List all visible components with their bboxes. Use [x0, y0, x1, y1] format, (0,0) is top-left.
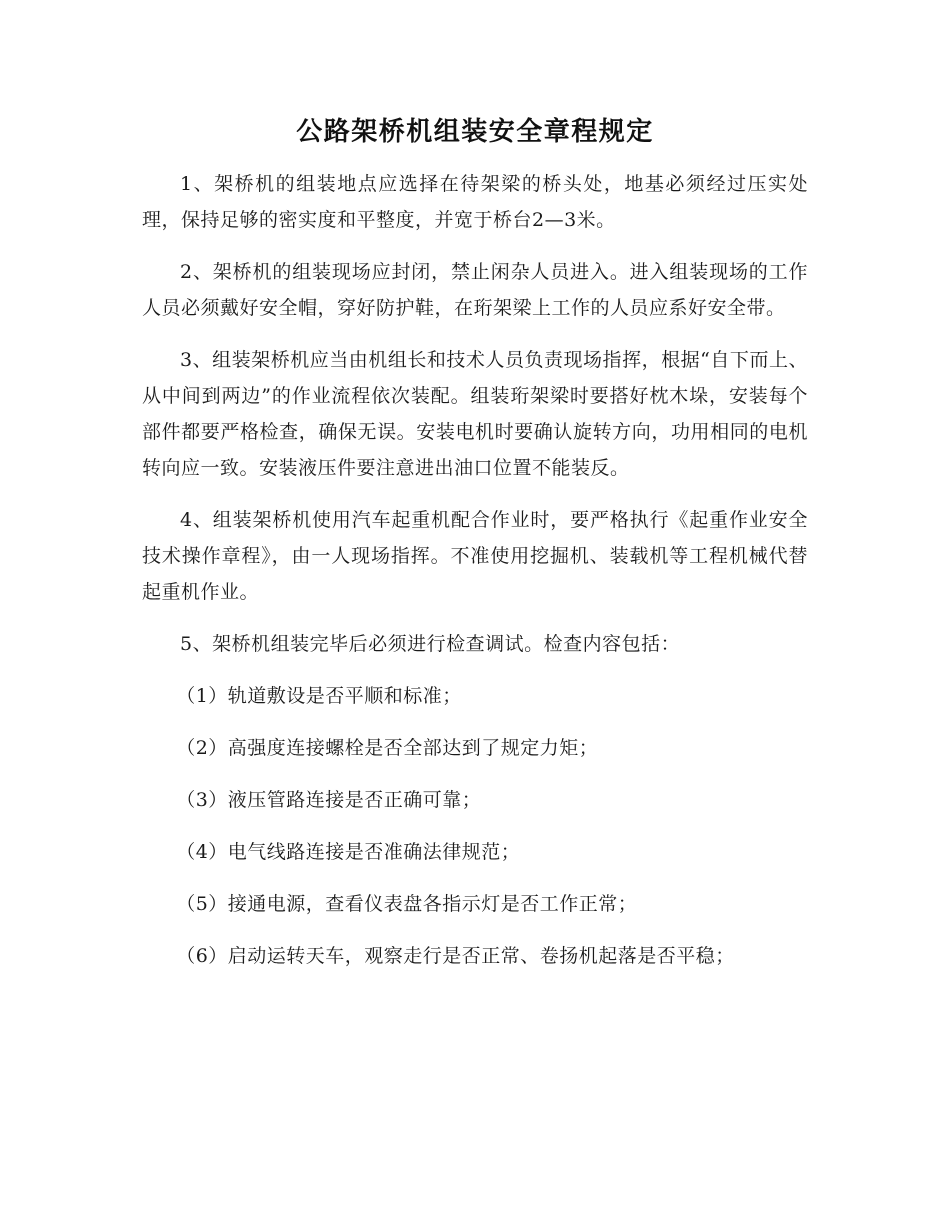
paragraph-2: 2、架桥机的组装现场应封闭，禁止闲杂人员进入。进入组装现场的工作人员必须戴好安全帽，穿好防护鞋，在珩架梁上工作的人员应系好安全带。: [142, 261, 808, 319]
check-item-5: （5）接通电源，查看仪表盘各指示灯是否工作正常；: [176, 893, 638, 915]
paragraph-5: 5、架桥机组装完毕后必须进行检查调试。检查内容包括：: [180, 633, 681, 655]
paragraph-3: 3、组装架桥机应当由机组长和技术人员负责现场指挥，根据“自下而上、从中间到两边”的作业流程依次装配。组装珩架梁时要搭好枕木垛，安装每个部件都要严格检查，确保无误。安装电机时要确认旋转方向，功用相同的电机转向应一致。安装液压件要注意进出油口位置不能装反。: [142, 349, 808, 479]
check-item-6: （6）启动运转天车，观察走行是否正常、卷扬机起落是否平稳；: [176, 945, 735, 967]
paragraph-4: 4、组装架桥机使用汽车起重机配合作业时，要严格执行《起重作业安全技术操作章程》，由一人现场指挥。不准使用挖掘机、装载机等工程机械代替起重机作业。: [142, 509, 808, 603]
check-item-2: （2）高强度连接螺栓是否全部达到了规定力矩；: [176, 737, 599, 759]
paragraph-1: 1、架桥机的组装地点应选择在待架梁的桥头处，地基必须经过压实处理，保持足够的密实度和平整度，并宽于桥台2—3米。: [142, 173, 808, 231]
check-item-4: （4）电气线路连接是否准确法律规范；: [176, 841, 521, 863]
check-item-1: （1）轨道敷设是否平顺和标准；: [176, 685, 462, 707]
check-item-3: （3）液压管路连接是否正确可靠；: [176, 789, 482, 811]
document-title: 公路架桥机组装安全章程规定: [296, 117, 654, 147]
